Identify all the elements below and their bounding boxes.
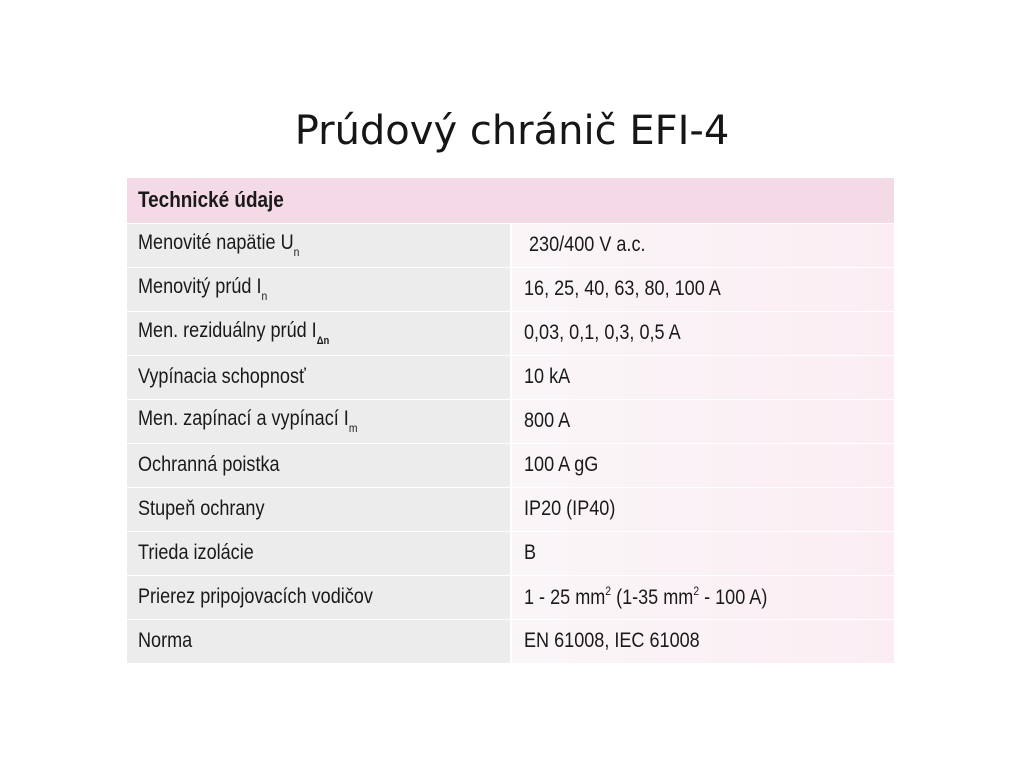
- row-label-cell: [127, 355, 511, 399]
- row-label-cell: [127, 311, 511, 355]
- table-row: [127, 487, 894, 531]
- row-label: Vypínacia schopnosť: [138, 365, 306, 388]
- row-label-cell: [127, 443, 511, 487]
- value-superscript: 2: [692, 584, 699, 598]
- row-value: 0,03, 0,1, 0,3, 0,5 A: [523, 321, 681, 344]
- row-label: Men. reziduálny prúd I: [138, 319, 317, 342]
- row-value-cell: [511, 399, 895, 443]
- row-value: 10 kA: [523, 365, 570, 388]
- value-part: 1 - 25 mm: [523, 586, 605, 609]
- row-label-subscript: m: [348, 421, 358, 435]
- row-value: IP20 (IP40): [523, 497, 615, 520]
- table-header-label: Technické údaje: [138, 187, 284, 213]
- table-row: [127, 399, 894, 443]
- table-row: [127, 311, 894, 355]
- row-value: 230/400 V a.c.: [523, 233, 646, 256]
- row-label: Stupeň ochrany: [138, 497, 265, 520]
- row-value: B: [523, 541, 536, 564]
- row-label: Trieda izolácie: [138, 541, 254, 564]
- value-part: - 100 A): [698, 586, 767, 609]
- page-title: Prúdový chránič EFI-4: [294, 108, 730, 154]
- row-value-cell: [511, 575, 895, 619]
- table-row: [127, 223, 894, 267]
- table-row: [127, 267, 894, 311]
- table-row: [127, 443, 894, 487]
- row-value-cell: [511, 223, 895, 267]
- row-value: 800 A: [523, 409, 570, 432]
- row-label-cell: [127, 267, 511, 311]
- row-label-cell: [127, 619, 511, 663]
- table-row: [127, 355, 894, 399]
- row-label-cell: [127, 399, 511, 443]
- row-label-cell: [127, 487, 511, 531]
- row-label-cell: [127, 223, 511, 267]
- row-label-cell: [127, 575, 511, 619]
- row-label: Prierez pripojovacích vodičov: [138, 585, 373, 608]
- table-row: [127, 575, 894, 619]
- row-label-cell: [127, 531, 511, 575]
- row-value-cell: [511, 531, 895, 575]
- row-label-subscript: n: [293, 245, 300, 259]
- row-label: Norma: [138, 629, 193, 653]
- table-row: [127, 619, 894, 663]
- row-value-cell: [511, 355, 895, 399]
- row-value-cell: [511, 311, 895, 355]
- row-value-cell: [511, 443, 895, 487]
- row-value-cell: [511, 487, 895, 531]
- value-part: (1-35 mm: [610, 586, 693, 609]
- value-superscript: 2: [604, 584, 611, 598]
- row-label: Ochranná poistka: [138, 453, 280, 476]
- row-label-subscript: Δn: [316, 335, 330, 347]
- row-value: EN 61008, IEC 61008: [523, 629, 700, 653]
- row-label: Menovité napätie U: [138, 231, 294, 254]
- table-header: [127, 178, 894, 223]
- row-value: 16, 25, 40, 63, 80, 100 A: [523, 277, 721, 300]
- row-value-cell: [511, 267, 895, 311]
- row-label: Men. zapínací a vypínací I: [138, 407, 349, 430]
- row-label: Menovitý prúd I: [138, 275, 262, 298]
- row-label-subscript: n: [261, 289, 268, 303]
- table-header-row: [127, 178, 894, 223]
- table-row: [127, 531, 894, 575]
- row-value: [524, 584, 767, 610]
- row-value-cell: [511, 619, 895, 663]
- row-value: 100 A gG: [523, 453, 598, 476]
- spec-table: [127, 178, 894, 663]
